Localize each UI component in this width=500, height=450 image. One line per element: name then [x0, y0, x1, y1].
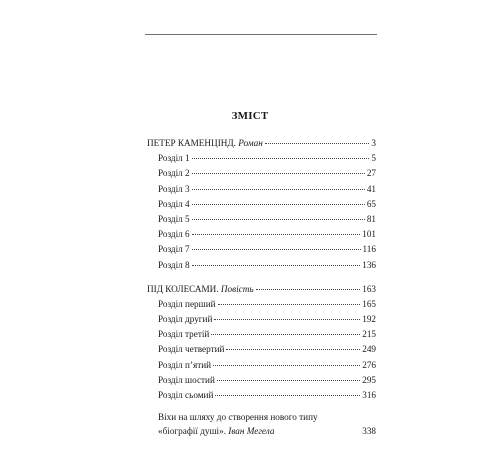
essay-author: Іван Мегела: [228, 425, 275, 436]
dot-leader: [192, 265, 361, 266]
toc-entry-label: Розділ шостий: [158, 374, 215, 385]
toc-entry-chapter: [147, 373, 376, 388]
toc-entry-chapter: [147, 258, 376, 273]
toc-entry-label: Розділ п’ятий: [158, 359, 212, 370]
toc-entry-label: Розділ перший: [158, 298, 216, 309]
toc-entry-label: Розділ 5: [158, 213, 190, 224]
toc-page-number: 338: [362, 425, 376, 436]
toc-entry-chapter: [147, 242, 376, 257]
essay-title-line: Віхи на шляху до створення нового типу: [158, 412, 318, 423]
toc-entry-label: Розділ 6: [158, 229, 190, 240]
toc-page-number: 163: [362, 283, 376, 294]
toc-entry-chapter: [147, 327, 376, 342]
section-spacer: [147, 273, 376, 282]
toc-entry-chapter: [147, 166, 376, 181]
toc-entry-label: Розділ четвертий: [158, 344, 225, 355]
dot-leader: [211, 334, 360, 335]
dot-leader: [192, 249, 361, 250]
dot-leader: [192, 173, 365, 174]
toc-entry-label: ПЕТЕР КАМЕНЦІНД. Роман: [147, 138, 263, 148]
section-spacer: [147, 403, 376, 411]
toc-entry-part1: [147, 136, 376, 151]
toc-page-number: 3: [371, 138, 376, 148]
toc-page-number: 165: [362, 298, 376, 309]
toc-entry-label: Розділ другий: [158, 314, 213, 325]
toc-entry-chapter: [147, 358, 376, 373]
toc-page-number: 5: [371, 153, 376, 164]
toc-entry-chapter: [147, 297, 376, 312]
toc-page-number: 101: [362, 229, 376, 240]
toc-entry-chapter: [147, 182, 376, 197]
toc-entry-label: ПІД КОЛЕСАМИ. Повість: [147, 283, 254, 294]
top-rule: [145, 34, 377, 35]
toc-entry-label: Розділ 1: [158, 153, 190, 164]
toc-page-number: 41: [366, 183, 376, 194]
dot-leader: [192, 204, 365, 205]
essay-subtitle: «біографії душі».: [158, 425, 226, 436]
essay-title-line: [158, 425, 376, 439]
toc-page-number: 295: [362, 374, 376, 385]
toc-page-number: 249: [362, 344, 376, 355]
toc-page-number: 215: [362, 329, 376, 340]
toc-entry-chapter: [147, 151, 376, 166]
dot-leader: [192, 189, 365, 190]
toc-page-number: 316: [362, 390, 376, 400]
toc-page-number: 81: [366, 213, 376, 224]
toc-page-number: 136: [362, 259, 376, 270]
toc-entry-chapter: [147, 212, 376, 227]
toc-entry-label: Розділ 3: [158, 183, 190, 194]
table-of-contents: [147, 136, 376, 438]
toc-page-number: 65: [366, 198, 376, 209]
dot-leader: [218, 304, 361, 305]
toc-entry-label: Розділ третій: [158, 329, 210, 340]
toc-page-number: 116: [362, 244, 376, 255]
toc-entry-chapter: [147, 388, 376, 403]
toc-entry-label: Розділ 2: [158, 168, 190, 179]
dot-leader: [256, 289, 361, 290]
toc-entry-chapter: [147, 227, 376, 242]
dot-leader: [226, 349, 360, 350]
toc-entry-part2: [147, 282, 376, 297]
toc-entry-essay: [147, 411, 376, 438]
toc-entry-chapter: [147, 197, 376, 212]
dot-leader: [214, 319, 360, 320]
dot-leader: [192, 234, 361, 235]
dot-leader: [215, 395, 360, 396]
toc-entry-label: Розділ сьомий: [158, 390, 214, 400]
toc-title: ЗМІСТ: [231, 110, 269, 122]
dot-leader: [213, 365, 360, 366]
toc-page-number: 192: [362, 314, 376, 325]
toc-entry-chapter: [147, 312, 376, 327]
dot-leader: [192, 158, 370, 159]
dot-leader: [217, 380, 360, 381]
dot-leader: [265, 143, 370, 144]
dot-leader: [192, 219, 365, 220]
toc-page-number: 276: [362, 359, 376, 370]
toc-entry-label: Розділ 7: [158, 244, 190, 255]
toc-entry-label: Розділ 8: [158, 259, 190, 270]
toc-entry-chapter: [147, 342, 376, 357]
toc-entry-label: Розділ 4: [158, 198, 190, 209]
toc-page-number: 27: [366, 168, 376, 179]
